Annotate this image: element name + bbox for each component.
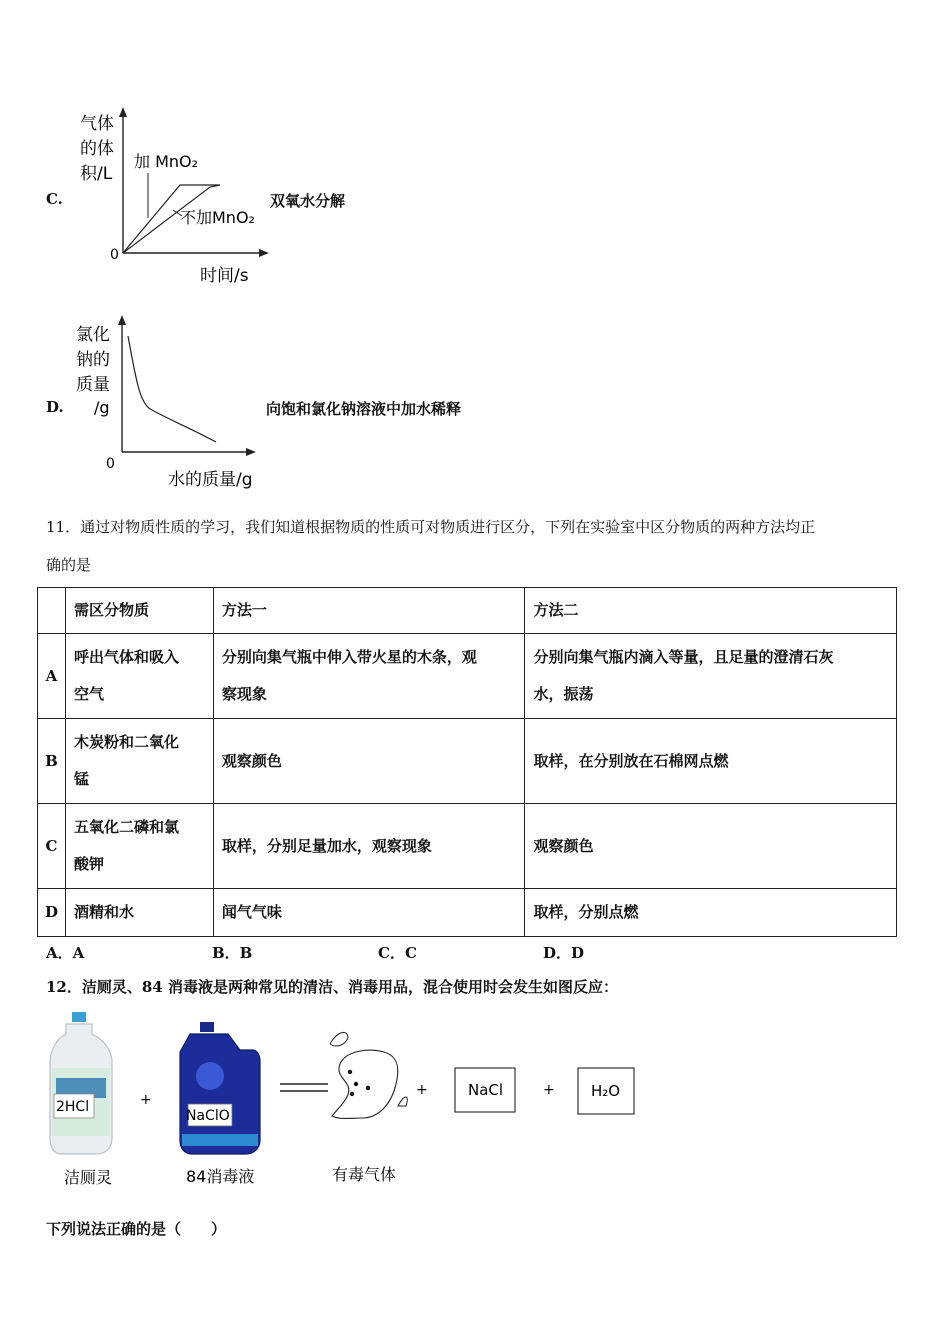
cell-method2: 观察颜色 <box>525 804 897 889</box>
option-a[interactable]: A．A <box>46 944 85 962</box>
cell-method1: 闻气气味 <box>213 889 525 937</box>
cell-substance: 呼出气体和吸入 空气 <box>65 634 213 719</box>
table-row <box>38 889 897 937</box>
option-c-y-label-2: 的体 <box>80 139 114 159</box>
option-c-graph <box>70 105 275 290</box>
question-12-prompt: 下列说法正确的是（ ） <box>46 1220 227 1238</box>
cell-substance: 木炭粉和二氧化 锰 <box>65 719 213 804</box>
cell-substance: 五氧化二磷和氯 酸钾 <box>65 804 213 889</box>
header-cell-empty <box>38 588 66 634</box>
option-c-x-arrow <box>259 249 269 257</box>
toilet-cleaner-bottle-icon <box>50 1012 112 1154</box>
table-row <box>38 634 897 719</box>
gas-caption: 有毒气体 <box>332 1165 397 1184</box>
option-d-y-label-2: 钠的 <box>76 350 110 370</box>
table-row <box>38 719 897 804</box>
option-c-curve-label-without: 不加MnO₂ <box>180 208 255 227</box>
option-d-y-arrow <box>118 315 126 325</box>
option-d-y-label-1: 氯化 <box>76 325 110 345</box>
cell-method1: 分别向集气瓶中伸入带火星的木条，观 察现象 <box>213 634 525 719</box>
bottle2-caption: 84消毒液 <box>186 1167 255 1186</box>
option-d[interactable]: D．D <box>543 944 585 962</box>
option-c-x-label: 时间/s <box>200 266 249 286</box>
toxic-gas-icon <box>330 1032 407 1118</box>
option-c-label: C. <box>46 190 63 208</box>
option-d-label: D. <box>46 398 64 416</box>
cell-substance: 酒精和水 <box>65 889 213 937</box>
disinfectant-bottle-icon <box>180 1022 260 1154</box>
option-c-description: 双氧水分解 <box>270 192 346 210</box>
question-12-stem: 12．洁厕灵、84 消毒液是两种常见的清洁、消毒用品，混合使用时会发生如图反应： <box>46 978 618 996</box>
cell-method1: 观察颜色 <box>213 719 525 804</box>
question-11-stem-line-1: 11．通过对物质性质的学习，我们知道根据物质的性质可对物质进行区分，下列在实验室中区分物质的两种方法均正 <box>46 518 816 536</box>
row-key: B <box>38 719 66 804</box>
bottle2-formula: NaClO <box>186 1108 230 1124</box>
plus-sign-1: + <box>140 1092 152 1108</box>
option-c-y-label-1: 气体 <box>80 114 114 134</box>
option-d-y-label-4: /g <box>94 398 110 417</box>
cell-method2: 分别向集气瓶内滴入等量，且足量的澄清石灰 水，振荡 <box>525 634 897 719</box>
option-c[interactable]: C．C <box>378 944 417 962</box>
header-cell-method1: 方法一 <box>213 588 525 634</box>
option-c-origin: 0 <box>110 247 119 263</box>
bottle1-formula: 2HCl <box>56 1099 90 1115</box>
option-b[interactable]: B．B <box>212 944 253 962</box>
question-11-table <box>37 587 897 937</box>
option-d-curve <box>128 336 216 442</box>
plus-sign-3: + <box>543 1082 555 1098</box>
option-d-description: 向饱和氯化钠溶液中加水稀释 <box>266 400 462 418</box>
cell-method2: 取样，在分别放在石棉网点燃 <box>525 719 897 804</box>
question-11-stem-line-2: 确的是 <box>46 556 92 574</box>
plus-sign-2: + <box>416 1082 428 1098</box>
option-c-y-arrow <box>119 107 127 117</box>
option-d-x-arrow <box>246 448 256 456</box>
option-d-x-label: 水的质量/g <box>168 470 253 490</box>
cell-method1: 取样，分别足量加水，观察现象 <box>213 804 525 889</box>
row-key: A <box>38 634 66 719</box>
bottle1-caption: 洁厕灵 <box>64 1168 113 1187</box>
option-d-graph <box>70 310 270 495</box>
product-h2o: H₂O <box>591 1082 621 1100</box>
option-c-y-label-3: 积/L <box>80 164 113 184</box>
option-d-y-label-3: 质量 <box>76 375 110 395</box>
option-d-origin: 0 <box>106 456 115 472</box>
cell-method2: 取样，分别点燃 <box>525 889 897 937</box>
row-key: C <box>38 804 66 889</box>
table-header-row <box>38 588 897 634</box>
reaction-diagram <box>40 1008 660 1198</box>
option-c-curve-label-with: 加 MnO₂ <box>134 152 199 171</box>
header-cell-method2: 方法二 <box>525 588 897 634</box>
header-cell-substance: 需区分物质 <box>65 588 213 634</box>
table-row <box>38 804 897 889</box>
product-nacl: NaCl <box>468 1081 504 1099</box>
row-key: D <box>38 889 66 937</box>
